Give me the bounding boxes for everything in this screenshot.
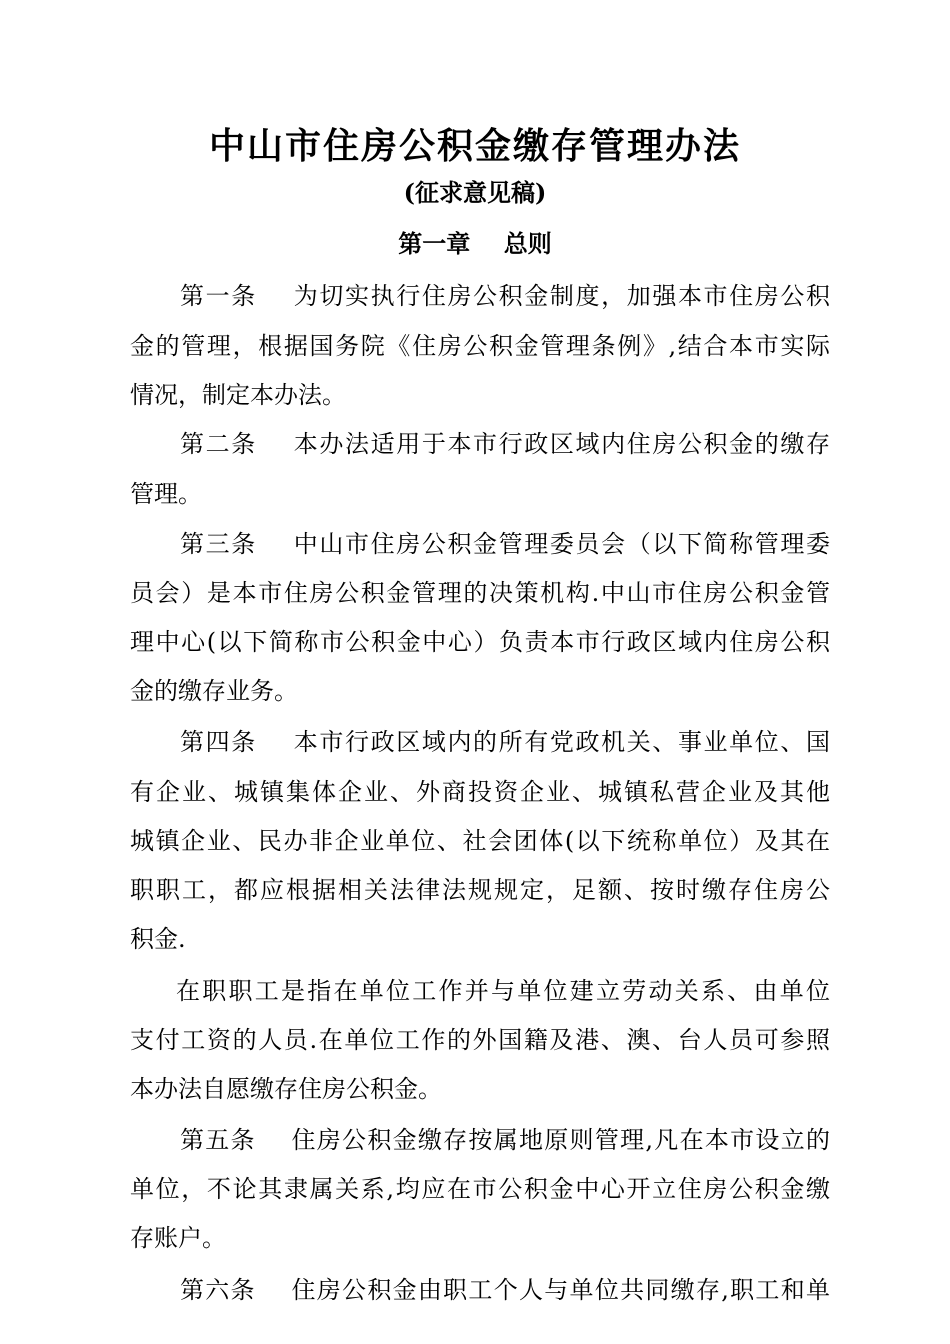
body-line: 第一条 为切实执行住房公积金制度，加强本市住房公积 [180,282,830,310]
body-line: 本办法自愿缴存住房公积金。 [130,1075,442,1103]
body-line: 单位，不论其隶属关系,均应在市公积金中心开立住房公积金缴 [130,1175,830,1203]
body-line: 员会）是本市住房公积金管理的决策机构.中山市住房公积金管 [130,579,830,607]
body-line: 金的管理，根据国务院《住房公积金管理条例》,结合本市实际 [130,332,830,360]
body-line: 理中心(以下简称市公积金中心）负责本市行政区域内住房公积 [130,628,830,656]
body-line: 职职工，都应根据相关法律法规规定，足额、按时缴存住房公 [130,876,830,904]
body-line: 有企业、城镇集体企业、外商投资企业、城镇私营企业及其他 [130,778,830,806]
body-line: 支付工资的人员.在单位工作的外国籍及港、澳、台人员可参照 [130,1026,830,1054]
body-line: 第四条 本市行政区域内的所有党政机关、事业单位、国 [180,728,830,756]
chapter-heading: 第一章 总则 [398,229,552,258]
body-line: 第三条 中山市住房公积金管理委员会（以下简称管理委 [180,530,830,558]
body-line: 在职职工是指在单位工作并与单位建立劳动关系、由单位 [176,977,830,1005]
document-subtitle: (征求意见稿) [403,178,547,207]
body-line: 第五条 住房公积金缴存按属地原则管理,凡在本市设立的 [180,1126,830,1154]
body-line: 城镇企业、民办非企业单位、社会团体(以下统称单位）及其在 [130,827,830,855]
body-line: 存账户。 [130,1224,226,1252]
body-line: 第六条 住房公积金由职工个人与单位共同缴存,职工和单 [180,1276,830,1304]
document-title: 中山市住房公积金缴存管理办法 [208,125,741,167]
body-line: 管理。 [130,480,202,508]
body-line: 情况，制定本办法。 [130,381,346,409]
body-line: 第二条 本办法适用于本市行政区域内住房公积金的缴存 [180,430,830,458]
body-line: 积金. [130,925,186,953]
body-line: 金的缴存业务。 [130,677,298,705]
